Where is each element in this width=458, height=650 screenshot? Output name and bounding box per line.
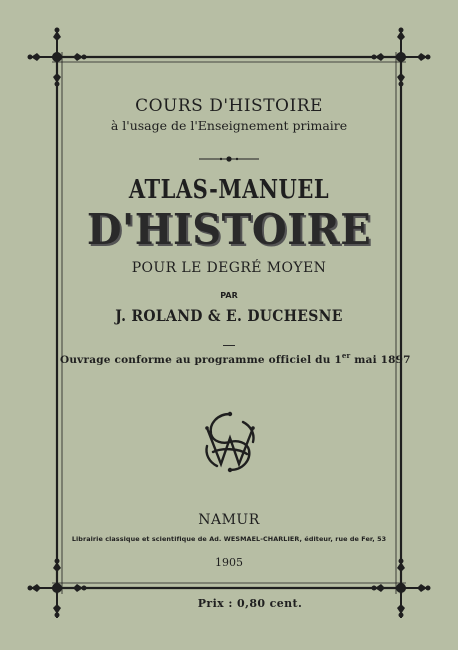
imprint-city: NAMUR [198,512,260,528]
series-subtitle: à l'usage de l'Enseignement primaire [110,118,348,133]
by-label: PAR [220,291,238,300]
series-title: COURS D'HISTOIRE [135,96,323,116]
book-title-line2: D'HISTOIRE [86,205,372,255]
authors: J. ROLAND & E. DUCHESNE [115,308,343,326]
imprint-publisher: Librairie classique et scientifique de Ad. WESMAEL-CHARLIER, éditeur, rue de Fer, 53 [71,535,387,543]
book-subtitle: POUR LE DEGRÉ MOYEN [131,260,327,276]
ornamental-rule [199,155,259,163]
price-label: Prix : 0,80 cent. [197,597,303,610]
title-block [60,60,411,580]
program-note: Ouvrage conforme au programme officiel du 1er mai 1897 [60,351,411,366]
imprint-year: 1905 [215,556,243,569]
book-title-line1: ATLAS-MANUEL [128,173,330,205]
publisher-monogram [199,408,261,480]
short-rule [223,345,235,346]
